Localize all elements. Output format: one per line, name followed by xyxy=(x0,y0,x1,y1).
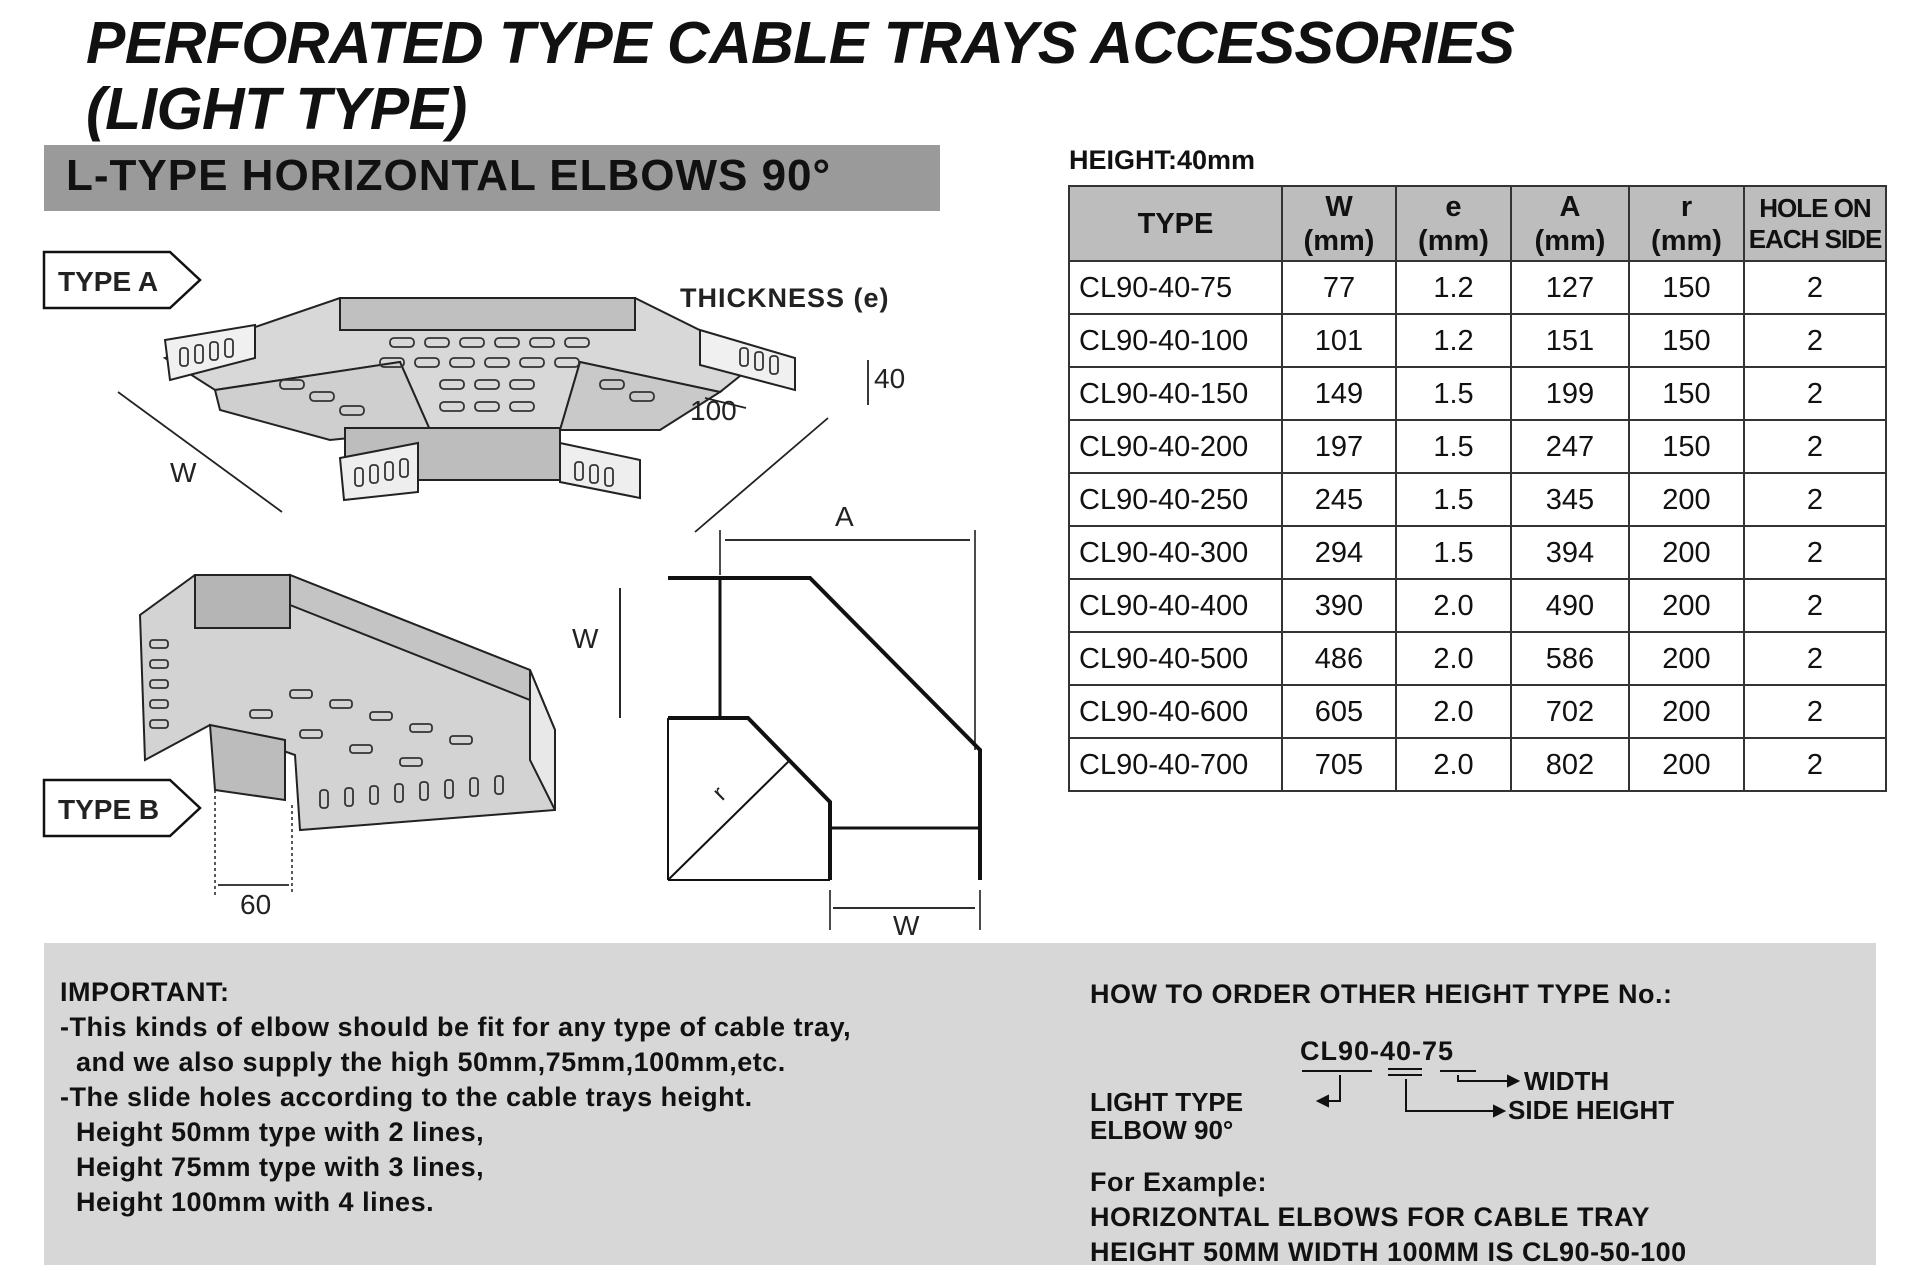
cell-holes: 2 xyxy=(1744,685,1886,738)
dim-a-label: A xyxy=(835,501,854,532)
dim-w-type-a: W xyxy=(170,457,197,488)
type-b-dimension-guides xyxy=(215,790,292,895)
notes-panel xyxy=(44,943,1876,1265)
cell-w: 77 xyxy=(1282,261,1396,314)
important-notes xyxy=(60,975,851,1220)
table-header-row xyxy=(1069,186,1886,261)
thickness-label: THICKNESS (e) xyxy=(680,283,890,313)
table-row xyxy=(1069,367,1886,420)
table-row xyxy=(1069,632,1886,685)
cell-e: 1.2 xyxy=(1396,261,1511,314)
important-heading: IMPORTANT: xyxy=(60,977,230,1007)
cell-e: 1.5 xyxy=(1396,420,1511,473)
dim-40-label: 40 xyxy=(874,363,906,394)
type-b-tag xyxy=(44,780,200,836)
dim-60-label: 60 xyxy=(240,889,272,920)
cell-e: 1.5 xyxy=(1396,526,1511,579)
table-row xyxy=(1069,685,1886,738)
table-row xyxy=(1069,473,1886,526)
table-row xyxy=(1069,261,1886,314)
order-code-diagram xyxy=(1090,1023,1790,1173)
spec-table xyxy=(1068,185,1887,792)
cell-r: 150 xyxy=(1629,420,1744,473)
type-b-tray-drawing xyxy=(140,575,555,830)
cell-type: CL90-40-150 xyxy=(1069,367,1282,420)
cell-r: 150 xyxy=(1629,367,1744,420)
cell-w: 245 xyxy=(1282,473,1396,526)
cell-type: CL90-40-200 xyxy=(1069,420,1282,473)
table-row xyxy=(1069,314,1886,367)
cell-type: CL90-40-75 xyxy=(1069,261,1282,314)
order-example xyxy=(1090,1165,1687,1270)
table-row xyxy=(1069,738,1886,791)
cell-holes: 2 xyxy=(1744,526,1886,579)
header-e: e (mm) xyxy=(1396,186,1511,261)
table-row xyxy=(1069,526,1886,579)
cell-a: 702 xyxy=(1511,685,1629,738)
order-code: CL90-40-75 xyxy=(1300,1036,1455,1066)
cell-holes: 2 xyxy=(1744,261,1886,314)
important-line-4: Height 50mm type with 2 lines, xyxy=(76,1117,485,1147)
cell-e: 2.0 xyxy=(1396,738,1511,791)
cell-r: 150 xyxy=(1629,261,1744,314)
table-row xyxy=(1069,420,1886,473)
cell-holes: 2 xyxy=(1744,473,1886,526)
cell-w: 197 xyxy=(1282,420,1396,473)
header-w: W (mm) xyxy=(1282,186,1396,261)
important-line-2: and we also supply the high 50mm,75mm,100mm,etc. xyxy=(76,1047,786,1077)
table-row xyxy=(1069,579,1886,632)
cell-e: 1.5 xyxy=(1396,473,1511,526)
cell-r: 200 xyxy=(1629,738,1744,791)
cell-a: 199 xyxy=(1511,367,1629,420)
cell-r: 200 xyxy=(1629,473,1744,526)
cell-w: 705 xyxy=(1282,738,1396,791)
page-title-line-2: (LIGHT TYPE) xyxy=(86,76,467,142)
cell-r: 200 xyxy=(1629,685,1744,738)
cell-w: 294 xyxy=(1282,526,1396,579)
cell-a: 394 xyxy=(1511,526,1629,579)
dim-w-side-label: W xyxy=(572,623,599,654)
example-heading: For Example: xyxy=(1090,1167,1268,1197)
page-title xyxy=(86,10,1686,142)
order-heading: HOW TO ORDER OTHER HEIGHT TYPE No.: xyxy=(1090,979,1673,1009)
cell-type: CL90-40-400 xyxy=(1069,579,1282,632)
cell-type: CL90-40-600 xyxy=(1069,685,1282,738)
cell-type: CL90-40-250 xyxy=(1069,473,1282,526)
page-title-line-1: PERFORATED TYPE CABLE TRAYS ACCESSORIES xyxy=(86,10,1515,76)
important-line-6: Height 100mm with 4 lines. xyxy=(76,1187,435,1217)
table-body xyxy=(1069,261,1886,791)
cell-w: 101 xyxy=(1282,314,1396,367)
dim-100-label: 100 xyxy=(690,395,737,426)
cell-e: 2.0 xyxy=(1396,632,1511,685)
dim-w-bottom-label: W xyxy=(893,910,920,940)
cell-r: 200 xyxy=(1629,526,1744,579)
height-label: HEIGHT:40mm xyxy=(1069,145,1256,175)
cell-w: 605 xyxy=(1282,685,1396,738)
cell-type: CL90-40-500 xyxy=(1069,632,1282,685)
important-line-5: Height 75mm type with 3 lines, xyxy=(76,1152,485,1182)
elbow-diagram xyxy=(0,230,1000,940)
header-holes: HOLE ON EACH SIDE xyxy=(1744,186,1886,261)
header-a: A (mm) xyxy=(1511,186,1629,261)
cell-r: 200 xyxy=(1629,632,1744,685)
cell-e: 2.0 xyxy=(1396,685,1511,738)
cell-w: 390 xyxy=(1282,579,1396,632)
cell-a: 151 xyxy=(1511,314,1629,367)
example-line-2: HEIGHT 50MM WIDTH 100MM IS CL90-50-100 xyxy=(1090,1237,1687,1267)
section-banner xyxy=(44,145,940,211)
plan-view xyxy=(620,530,980,930)
order-light-type-label: LIGHT TYPE xyxy=(1090,1087,1244,1117)
header-r: r (mm) xyxy=(1629,186,1744,261)
section-banner-label: L-TYPE HORIZONTAL ELBOWS 90° xyxy=(66,151,832,200)
example-line-1: HORIZONTAL ELBOWS FOR CABLE TRAY xyxy=(1090,1202,1650,1232)
cell-holes: 2 xyxy=(1744,420,1886,473)
cell-a: 802 xyxy=(1511,738,1629,791)
cell-r: 200 xyxy=(1629,579,1744,632)
cell-a: 247 xyxy=(1511,420,1629,473)
cell-holes: 2 xyxy=(1744,738,1886,791)
cell-e: 2.0 xyxy=(1396,579,1511,632)
type-b-label: TYPE B xyxy=(58,794,160,825)
type-a-tag xyxy=(44,252,200,308)
header-type: TYPE xyxy=(1069,186,1282,261)
cell-type: CL90-40-300 xyxy=(1069,526,1282,579)
cell-e: 1.2 xyxy=(1396,314,1511,367)
dim-r-label: r xyxy=(707,781,732,806)
cell-holes: 2 xyxy=(1744,314,1886,367)
cell-a: 490 xyxy=(1511,579,1629,632)
important-line-1: -This kinds of elbow should be fit for any type of cable tray, xyxy=(60,1012,852,1042)
cell-holes: 2 xyxy=(1744,367,1886,420)
cell-holes: 2 xyxy=(1744,632,1886,685)
important-line-3: -The slide holes according to the cable trays height. xyxy=(60,1082,753,1112)
cell-e: 1.5 xyxy=(1396,367,1511,420)
type-a-label: TYPE A xyxy=(58,266,159,297)
cell-a: 127 xyxy=(1511,261,1629,314)
cell-a: 586 xyxy=(1511,632,1629,685)
cell-w: 486 xyxy=(1282,632,1396,685)
cell-w: 149 xyxy=(1282,367,1396,420)
cell-a: 345 xyxy=(1511,473,1629,526)
cell-type: CL90-40-100 xyxy=(1069,314,1282,367)
cell-r: 150 xyxy=(1629,314,1744,367)
order-width-label: WIDTH xyxy=(1524,1066,1610,1096)
cell-holes: 2 xyxy=(1744,579,1886,632)
order-elbow-label: ELBOW 90° xyxy=(1090,1115,1234,1145)
cell-type: CL90-40-700 xyxy=(1069,738,1282,791)
order-side-height-label: SIDE HEIGHT xyxy=(1508,1095,1675,1125)
